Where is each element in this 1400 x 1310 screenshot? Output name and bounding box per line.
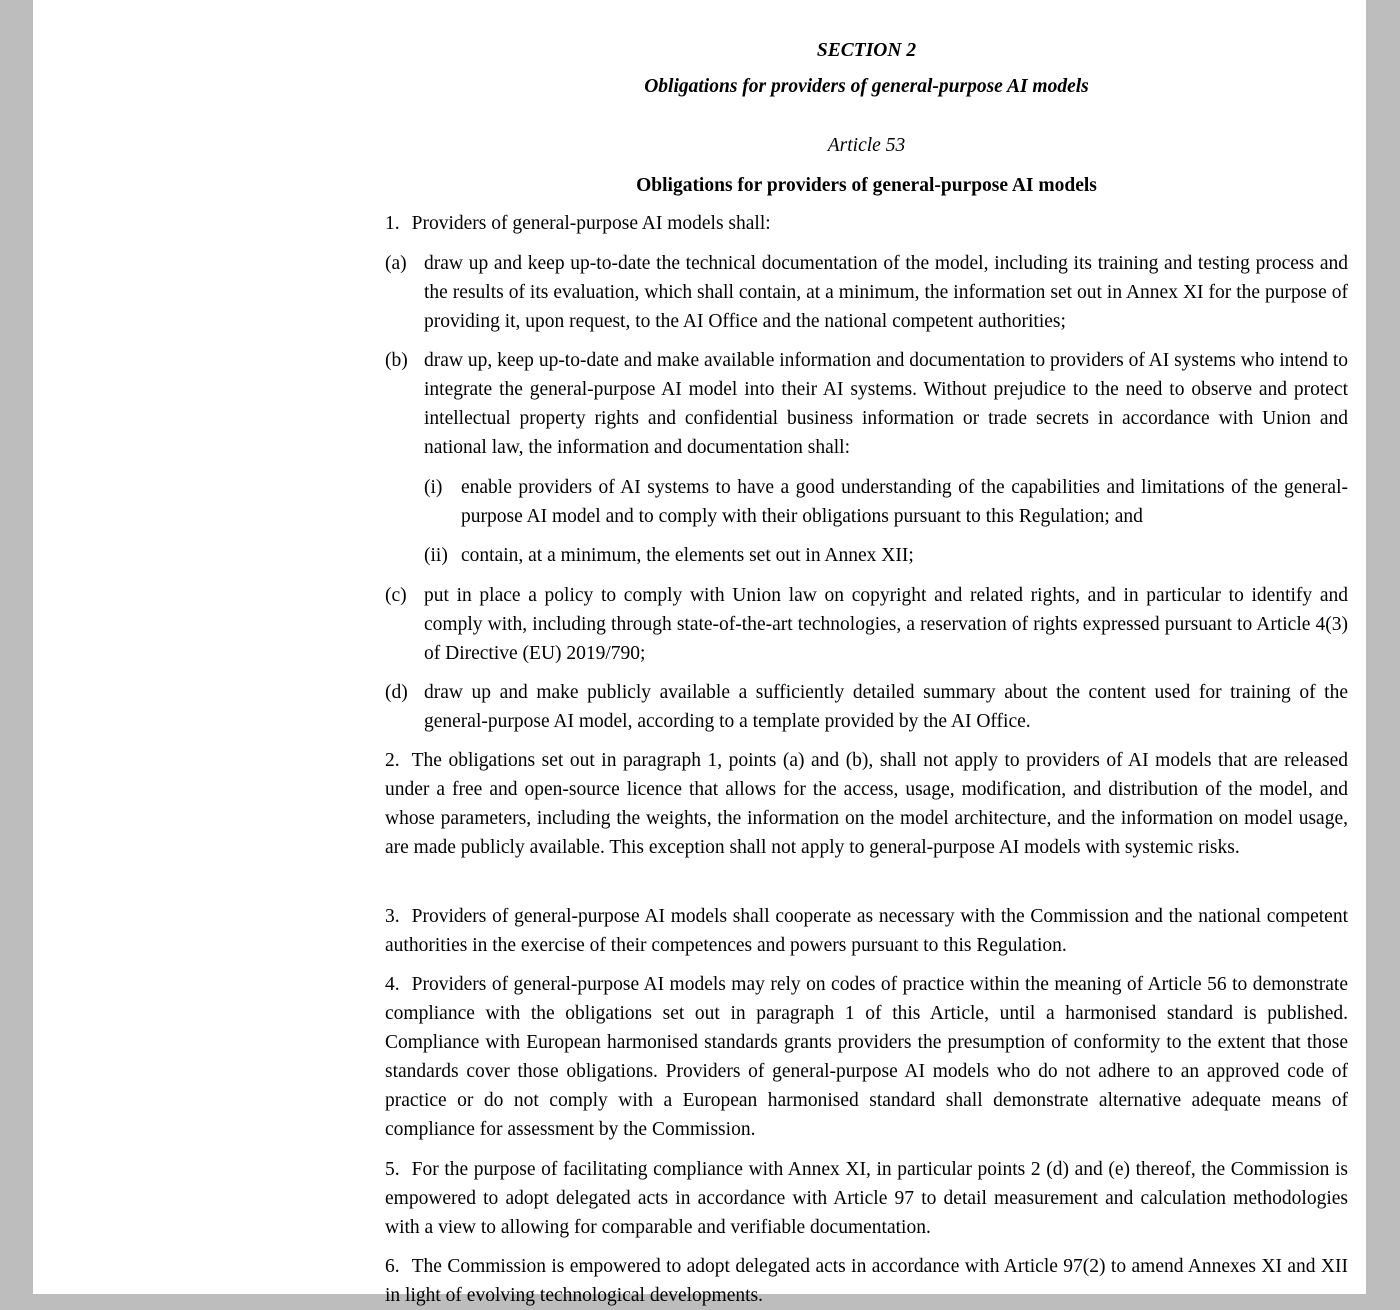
subpoint-ii: [424, 541, 1348, 570]
subpoint-text: contain, at a minimum, the elements set out in Annex XII;: [461, 545, 914, 566]
paragraph-number: 6.: [385, 1256, 400, 1277]
article-number: Article 53: [827, 135, 906, 156]
subpoint-label: (i): [424, 477, 443, 498]
subpoint-text: enable providers of AI systems to have a good understanding of the capabilities and limitations of the general-purpose AI model and to comply with their obligations pursuant to this Regulation; and: [461, 477, 1348, 527]
point-text: put in place a policy to comply with Union law on copyright and related rights, and in particular to identify and comply with, including through state-of-the-art technologies, a reservation of rights expressed pursuant to Article 4(3) of Directive (EU) 2019/790;: [424, 585, 1348, 664]
paragraph-text: Providers of general-purpose AI models may rely on codes of practice within the meaning of Article 56 to demonstrate compliance with the obligations set out in paragraph 1 of this Article, until a harmonised standard is published. Compliance with European harmonised standards grants providers the presumption of conformity to the extent that those standards cover those obligations. Providers of general-purpose AI models who do not adhere to an approved code of practice or do not comply with a European harmonised standard shall demonstrate alternative adequate means of compliance for assessment by the Commission.: [385, 974, 1348, 1140]
point-label: (c): [385, 585, 407, 606]
paragraph-text: The Commission is empowered to adopt delegated acts in accordance with Article 97(2) to amend Annexes XI and XII in light of evolving technological developments.: [385, 1256, 1348, 1306]
paragraph-3: [385, 902, 1348, 960]
paragraph-2: [385, 746, 1348, 862]
point-text: draw up, keep up-to-date and make available information and documentation to providers of AI systems who intend to integrate the general-purpose AI model into their AI systems. Without prejudice to the need to observe and protect intellectual property rights and confidential business information or trade secrets in accordance with Union and national law, the information and documentation shall:: [424, 350, 1348, 458]
paragraph-text: Providers of general-purpose AI models shall:: [411, 213, 771, 234]
point-b: [385, 346, 1348, 462]
paragraph-number: 1.: [385, 213, 400, 234]
paragraph-6: [385, 1252, 1348, 1310]
article-title: Obligations for providers of general-purpose AI models: [636, 175, 1097, 196]
paragraph-text: The obligations set out in paragraph 1, points (a) and (b), shall not apply to providers of AI models that are released under a free and open-source licence that allows for the access, usage, modification, and distribution of the model, and whose parameters, including the weights, the information on the model architecture, and the information on model usage, are made publicly available. This exception shall not apply to general-purpose AI models with systemic risks.: [385, 750, 1348, 858]
point-text: draw up and make publicly available a sufficiently detailed summary about the content used for training of the general-purpose AI model, according to a template provided by the AI Office.: [424, 682, 1348, 732]
point-label: (a): [385, 253, 407, 274]
subpoint-label: (ii): [424, 545, 448, 566]
paragraph-number: 4.: [385, 974, 400, 995]
paragraph-number: 2.: [385, 750, 400, 771]
point-text: draw up and keep up-to-date the technical documentation of the model, including its training and testing process and the results of its evaluation, which shall contain, at a minimum, the information set out in Annex XI for the purpose of providing it, upon request, to the AI Office and the national competent authorities;: [424, 253, 1348, 332]
document-page: [33, 0, 1366, 1306]
point-c: [385, 581, 1348, 668]
point-d: [385, 678, 1348, 736]
point-a: [385, 249, 1348, 336]
paragraph-text: Providers of general-purpose AI models shall cooperate as necessary with the Commission and the national competent authorities in the exercise of their competences and powers pursuant to this Regulation.: [385, 906, 1348, 956]
paragraph-4: [385, 970, 1348, 1144]
paragraph-number: 5.: [385, 1159, 400, 1180]
point-label: (b): [385, 350, 408, 371]
section-title: Obligations for providers of general-purpose AI models: [644, 76, 1089, 97]
subpoint-i: [424, 473, 1348, 531]
paragraph-1: [385, 209, 1348, 238]
point-label: (d): [385, 682, 408, 703]
paragraph-text: For the purpose of facilitating compliance with Annex XI, in particular points 2 (d) and (e) thereof, the Commission is empowered to adopt delegated acts in accordance with Article 97 to detail measurement and calculation methodologies with a view to allowing for comparable and verifiable documentation.: [385, 1159, 1348, 1238]
paragraph-5: [385, 1155, 1348, 1242]
section-heading: SECTION 2: [816, 40, 917, 61]
paragraph-number: 3.: [385, 906, 400, 927]
